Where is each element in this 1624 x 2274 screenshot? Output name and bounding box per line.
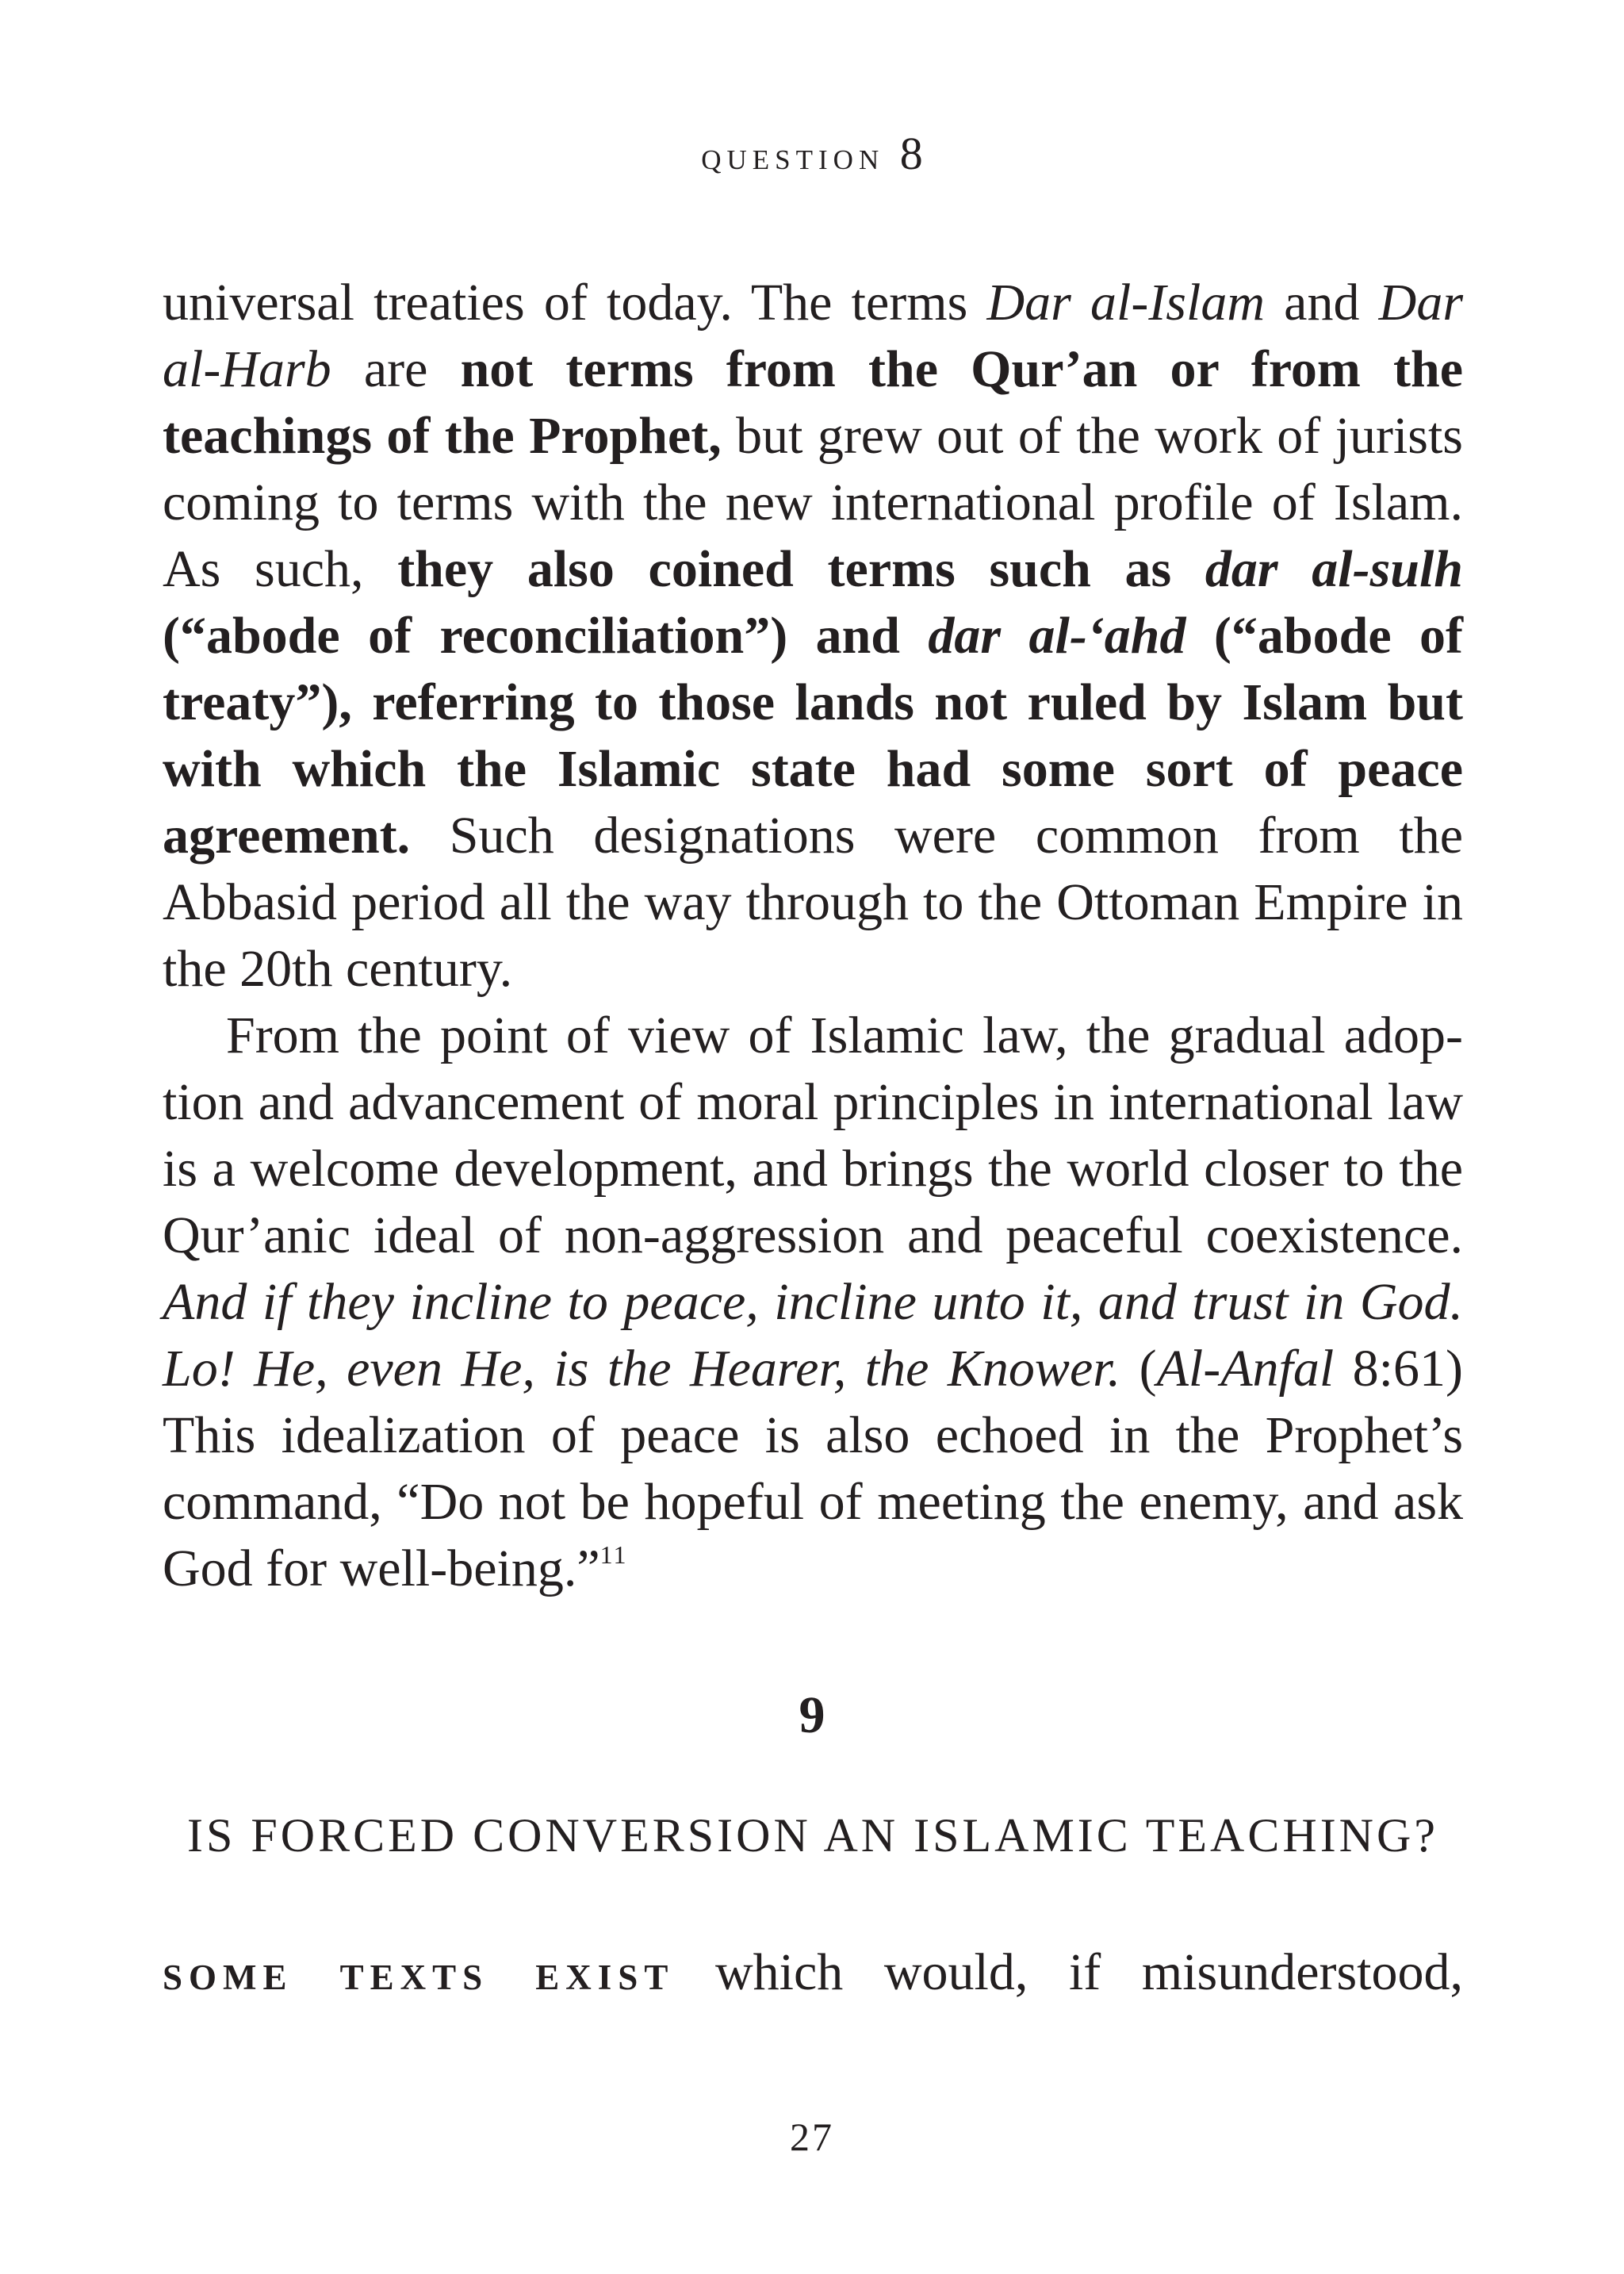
text-run: but grew out of the work of jurists coming to terms with the new international profile of Islam. As such, — [163, 407, 1463, 598]
bold-emphasis: not terms from the Qur’an or from the teachings of the Prophet, — [163, 340, 1463, 465]
term-dar-al-sulh: dar al-sulh — [1205, 540, 1463, 598]
text-run: and — [1264, 274, 1379, 332]
text-run: (“abode of reconciliation”) and — [163, 607, 929, 665]
text-run: are — [331, 340, 461, 398]
footnote-marker[interactable]: 11 — [599, 1540, 628, 1569]
body-text — [163, 270, 1463, 1602]
surah-name: Al-Anfal — [1156, 1340, 1335, 1398]
paragraph-1 — [163, 270, 1463, 1003]
text-run: which would, if misunderstood, — [674, 1943, 1464, 2001]
running-head-number: 8 — [899, 128, 923, 179]
term-dar-al-harb: Dar al-Harb — [163, 274, 1464, 398]
paragraph-2 — [163, 1003, 1463, 1602]
text-run: universal treaties of today. The terms — [163, 274, 987, 332]
text-run: they also coined terms such as — [397, 540, 1205, 598]
running-head — [0, 127, 1624, 180]
text-run: 8:61) This idealization of peace is also echoed in the Prophet’s command, “Do not be hopeful of meeting the enemy, and ask God for well-being.” — [163, 1340, 1463, 1597]
quran-quote: And if they incline to peace, incline unto it, and trust in God. Lo! He, even He, is the Hearer, the Knower. — [163, 1273, 1463, 1398]
term-dar-al-islam: Dar al-Islam — [986, 274, 1265, 332]
text-run: From the point of view of Islamic law, the gradual adoption and advancement of moral principles in international law is a welcome development, and brings the world closer to the Qur’anic ideal of non-aggression and peaceful coexistence. — [163, 1007, 1463, 1264]
chapter-opening-line — [163, 1939, 1463, 2006]
text-run: Such designations were common from the Abbasid period all the way through to the Ottoman Empire in the 20th century. — [163, 807, 1463, 998]
chapter-number: 9 — [799, 1686, 825, 1744]
chapter-title: IS FORCED CONVERSION AN ISLAMIC TEACHING? — [187, 1809, 1438, 1862]
term-dar-al-ahd: dar al-‘ahd — [928, 607, 1186, 665]
chapter-lead-in: some texts exist — [163, 1944, 675, 2000]
running-head-label: question — [701, 133, 885, 178]
text-run: ( — [1120, 1340, 1157, 1398]
text-run: (“abode of treaty”), referring to those lands not ruled by Islam but with which the Islamic state had some sort of peace agreement. — [163, 607, 1463, 865]
page-number: 27 — [790, 2115, 834, 2159]
